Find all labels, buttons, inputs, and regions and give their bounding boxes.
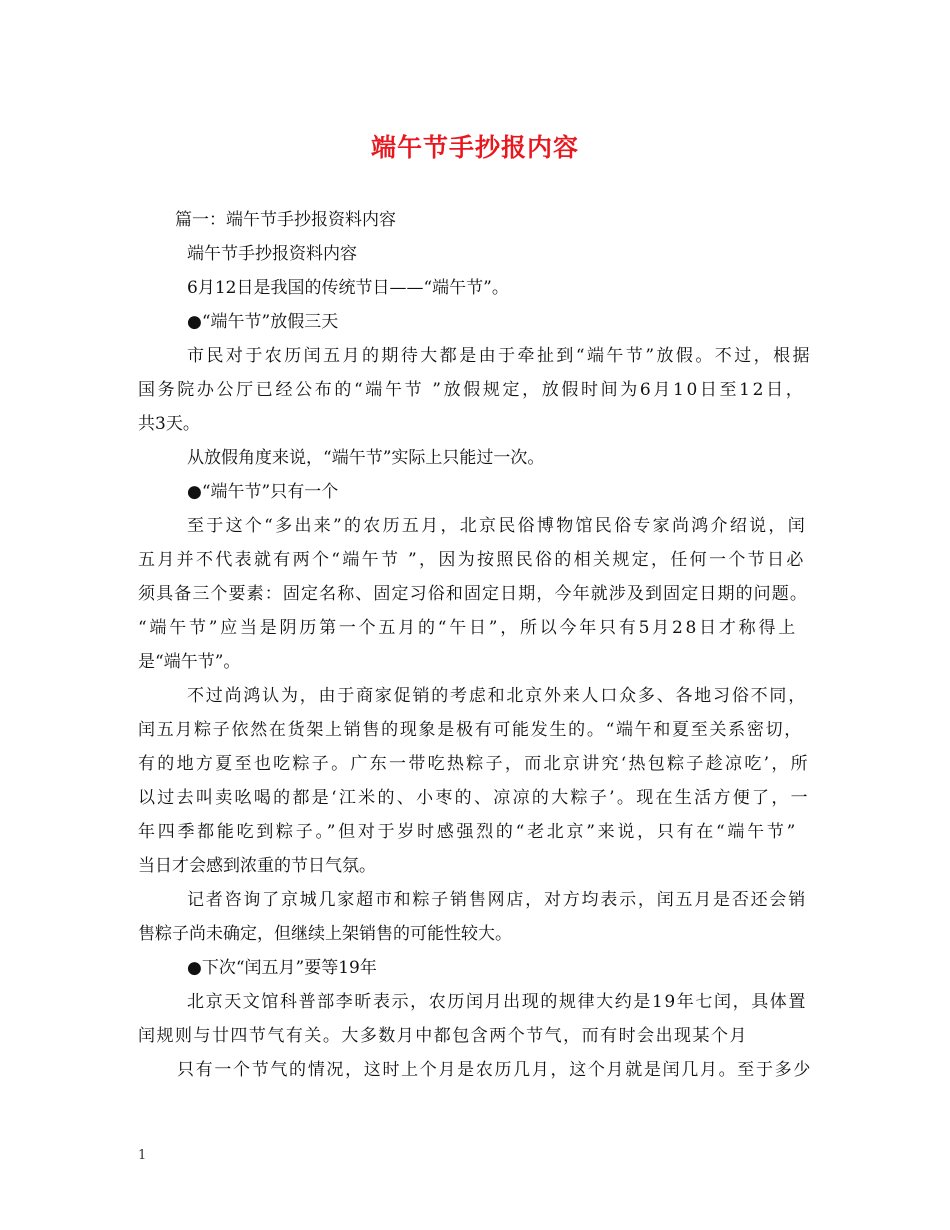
text-line: 从放假角度来说，“端午节”实际上只能过一次。 — [187, 448, 545, 468]
text-line: 须具备三个要素：固定名称、固定习俗和固定日期，今年就涉及到固定日期的问题。 — [138, 584, 808, 604]
page-number: 1 — [138, 1148, 147, 1163]
text-line: 北京天文馆科普部李昕表示，农历闰月出现的规律大约是19年七闰，具体置 — [187, 992, 807, 1012]
text-line: ●“端午节”放假三天 — [187, 312, 339, 332]
text-line: 市民对于农历闰五月的期待大都是由于牵扯到“端午节”放假。不过，根据 — [187, 346, 812, 366]
text-line: “端午节”应当是阴历第一个五月的“午日”，所以今年只有5月28日才称得上 — [138, 618, 798, 638]
text-line: 闰五月粽子依然在货架上销售的现象是极有可能发生的。“端午和夏至关系密切， — [138, 720, 803, 740]
text-line: 年四季都能吃到粽子。”但对于岁时感强烈的“老北京”来说，只有在“端午节” — [138, 822, 798, 842]
text-line: ●“端午节”只有一个 — [187, 482, 339, 502]
text-line: 记者咨询了京城几家超市和粽子销售网店，对方均表示，闰五月是否还会销 — [187, 890, 807, 910]
text-line: 端午节手抄报资料内容 — [187, 244, 357, 264]
text-line: 国务院办公厅已经公布的“端午节 ”放假规定，放假时间为6月10日至12日， — [138, 380, 806, 400]
text-line: 不过尚鸿认为，由于商家促销的考虑和北京外来人口众多、各地习俗不同， — [187, 686, 807, 706]
text-line: 售粽子尚未确定，但继续上架销售的可能性较大。 — [138, 924, 512, 944]
text-line: 至于这个“多出来”的农历五月，北京民俗博物馆民俗专家尚鸿介绍说，闰 — [187, 516, 807, 536]
text-line: 以过去叫卖吆喝的都是‘江米的、小枣的、凉凉的大粽子’。现在生活方便了，一 — [138, 788, 810, 808]
document-title: 端午节手抄报内容 — [370, 133, 579, 162]
text-line: 是“端午节”。 — [138, 652, 241, 672]
text-line: 共3天。 — [138, 414, 200, 434]
text-line: ●下次“闰五月”要等19年 — [187, 958, 377, 978]
text-line: 6月12日是我国的传统节日——“端午节”。 — [187, 278, 509, 298]
text-line: 有的地方夏至也吃粽子。广东一带吃热粽子，而北京讲究‘热包粽子趁凉吃’，所 — [138, 754, 810, 774]
text-line: 篇一：端午节手抄报资料内容 — [175, 210, 396, 230]
text-line: 当日才会感到浓重的节日气氛。 — [138, 856, 376, 876]
text-line: 五月并不代表就有两个“端午节 ”，因为按照民俗的相关规定，任何一个节日必 — [138, 550, 806, 570]
text-line: 闰规则与廿四节气有关。大多数月中都包含两个节气，而有时会出现某个月 — [138, 1026, 748, 1046]
text-line: 只有一个节气的情况，这时上个月是农历几月，这个月就是闰几月。至于多少 — [177, 1060, 812, 1080]
